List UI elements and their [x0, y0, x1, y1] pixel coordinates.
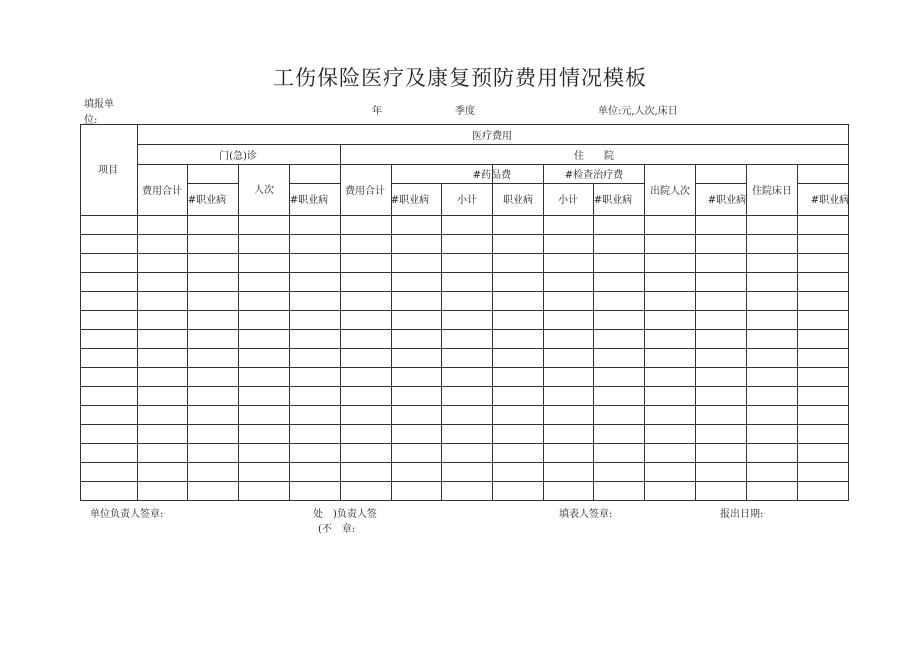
unit-head-sign: 单位负责人签章:	[90, 509, 164, 520]
unit-label: 填报单	[84, 99, 114, 110]
outpatient-occ-disease: #职业病	[187, 195, 227, 206]
units-note: 单位:元,人次,床日	[598, 106, 678, 117]
exam-subtotal: 小计	[558, 195, 578, 206]
discharge-visits: 出院人次	[650, 186, 690, 197]
year-label: 年	[372, 106, 382, 117]
inpatient-occ-disease: #职业病	[390, 195, 430, 206]
medical-cost-header: 医疗费用	[472, 131, 512, 142]
bed-days-occ-disease: #职业病	[810, 195, 850, 206]
table-grid	[80, 124, 849, 501]
bed-days: 住院床日	[752, 186, 792, 197]
outpatient-visits-occ-disease: #职业病	[289, 195, 329, 206]
drug-cost-header: #药品费	[472, 170, 512, 181]
discharge-occ-disease: #职业病	[707, 195, 747, 206]
outpatient-cost-total: 费用合计	[142, 186, 182, 197]
table-border	[81, 125, 849, 501]
quarter-label: 季度	[455, 106, 475, 117]
outpatient-visits: 人次	[254, 185, 274, 196]
dept-head-sign: 处 )负责人签	[313, 509, 377, 520]
inpatient-header: 住 院	[574, 151, 614, 162]
outpatient-header: 门(急)诊	[219, 151, 257, 162]
filler-sign: 填表人签章:	[559, 509, 613, 520]
drug-subtotal: 小计	[457, 195, 477, 206]
col-item-header: 项目	[98, 165, 118, 176]
exam-treatment-header: #检查治疗费	[564, 170, 624, 181]
unit-label-line2: 位:	[84, 115, 98, 126]
report-date: 报出日期:	[720, 509, 764, 520]
dept-head-sign-line2: (不 章:	[318, 524, 356, 535]
inpatient-cost-total: 费用合计	[345, 186, 385, 197]
exam-occ-disease: #职业病	[593, 195, 633, 206]
drug-occ-disease: 职业病	[503, 195, 533, 206]
page-title: 工伤保险医疗及康复预防费用情况模板	[273, 66, 647, 90]
